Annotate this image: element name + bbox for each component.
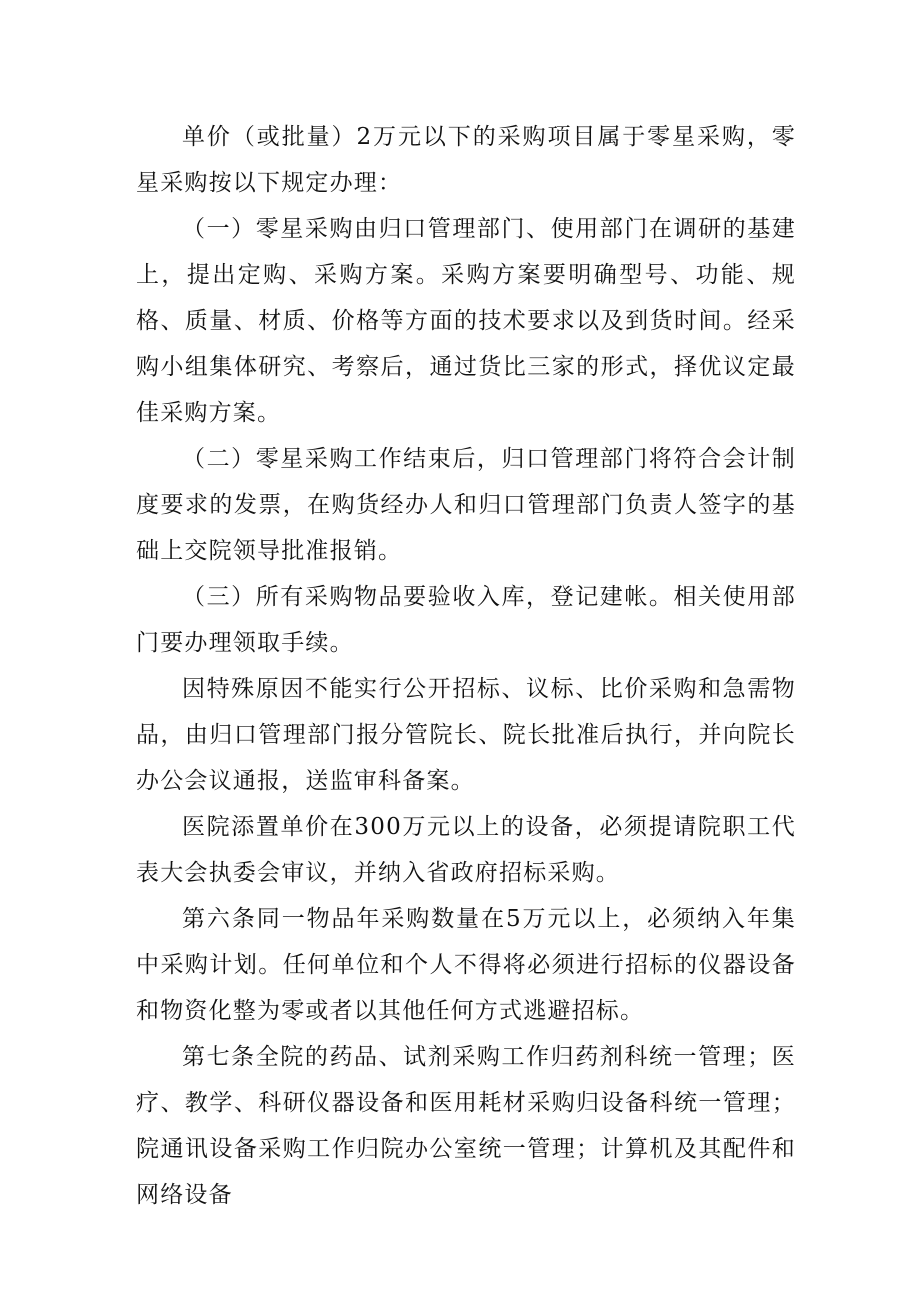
document-body [136,114,796,1218]
paragraph-4: （三）所有采购物品要验收入库，登记建帐。相关使用部门要办理领取手续。 [136,584,796,656]
paragraph-5: 因特殊原因不能实行公开招标、议标、比价采购和急需物品，由归口管理部门报分管院长、院长批准后执行，并向院长办公会议通报，送监审科备案。 [136,676,796,794]
paragraph-2: （一）零星采购由归口管理部门、使用部门在调研的基建上，提出定购、采购方案。采购方案要明确型号、功能、规格、质量、材质、价格等方面的技术要求以及到货时间。经采购小组集体研究、考察后，通过货比三家的形式，择优议定最佳采购方案。 [136,216,796,426]
paragraph-8: 第七条全院的药品、试剂采购工作归药剂科统一管理；医疗、教学、科研仪器设备和医用耗材采购归设备科统一管理；院通讯设备采购工作归院办公室统一管理；计算机及其配件和网络设备 [136,1044,796,1208]
paragraph-1: 单价（或批量）2万元以下的采购项目属于零星采购，零星采购按以下规定办理： [136,124,796,196]
paragraph-7: 第六条同一物品年采购数量在5万元以上，必须纳入年集中采购计划。任何单位和个人不得将必须进行招标的仪器设备和物资化整为零或者以其他任何方式逃避招标。 [136,906,796,1024]
paragraph-6: 医院添置单价在300万元以上的设备，必须提请院职工代表大会执委会审议，并纳入省政府招标采购。 [136,814,796,886]
paragraph-3: （二）零星采购工作结束后，归口管理部门将符合会计制度要求的发票，在购货经办人和归口管理部门负责人签字的基础上交院领导批准报销。 [136,446,796,564]
